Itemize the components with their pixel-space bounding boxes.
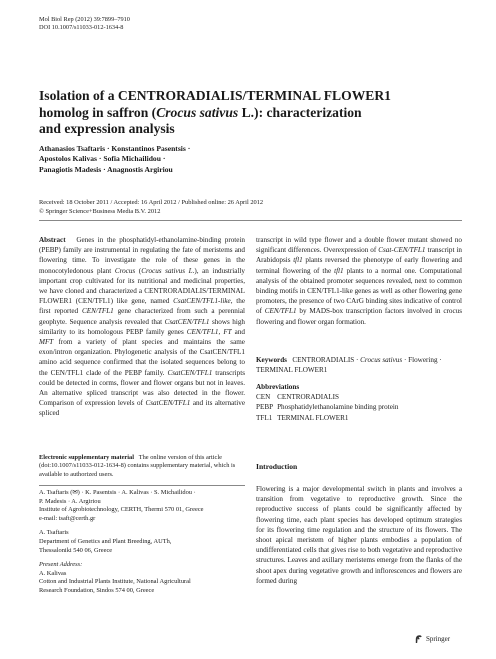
publication-dates: [39, 199, 369, 216]
affiliation-2: A. Tsaftaris Department of Genetics and Plant Breeding, AUTh, Thessaloniki 540 06, Greece: [39, 529, 172, 554]
authors-line-1: Athanasios Tsaftaris · Konstantinos Pasentsis ·: [39, 144, 191, 153]
title-line-2: homolog in saffron (Crocus sativus L.): characterization: [39, 104, 362, 120]
abstract-text: Abstract Genes in the phosphatidyl-ethanolamine-binding protein (PEBP) family are instrumental in regulating the fate of meristems and flowering time. To investigate the role of these genes in the monocotyledonous plant Crocus (Crocus sativus L.), an industrially important crop cultivated for its nutritional and medicinal properties, we have cloned and characterized a CENTRORADIALIS/TERMINAL FLOWER1 (CEN/TFL1) like gene, named CsatCEN/TFL1-like, the first reported CEN/TFL1 gene characterized from such a perennial geophyte. Sequence analysis revealed that CsatCEN/TFL1 shows high similarity to its homologous PEBP family genes CEN/TFL1, FT and MFT from a variety of plant species and maintains the same exon/intron organization. Phylogenetic analysis of the CsatCEN/TFL1 amino acid sequence confirmed that the isolated sequences belong to the CEN/TFL1 clade of the PEBP family. CsatCEN/TFL1 transcripts could be detected in corms, flower and flower organs but not in leaves. An alternative spliced transcript was also detected in the flower. Comparison of expression levels of CsatCEN/TFL1 and its alternative spliced: [39, 236, 246, 418]
dates-line: Received: 18 October 2011 / Accepted: 16 April 2012 / Published online: 26 April 2012: [39, 199, 264, 206]
section-heading-introduction: Introduction: [256, 462, 298, 471]
divider: [39, 220, 462, 221]
journal-header: [39, 16, 130, 33]
table-row: CEN CENTRORADIALIS: [256, 393, 339, 402]
introduction-text: Flowering is a major developmental switch in plants and involves a transition from vegetative to reproductive growth. Since the reproductive success of plants could be significantly affected by flowering time, each plant species has developed optimum strategies for its flowering time regulation and the structure of its flowers. The shoot apical meristem of higher plants embodies a population of undifferentiated cells that gives rise to both vegetative and reproductive structures. Leaves and axillary meristems emerge from the flanks of the shoot apex during vegetative growth and inflorescences and flowers are formed during: [256, 485, 462, 585]
publisher-name: Springer: [426, 635, 451, 643]
keywords: Keywords CENTRORADIALIS · Crocus sativus · Flowering · TERMINAL FLOWER1: [256, 356, 442, 375]
journal-citation: Mol Biol Rep (2012) 39:7899–7910: [39, 16, 130, 23]
email[interactable]: e-mail: tsaft@certh.gr: [39, 514, 96, 522]
authors-line-3: Panagiotis Madesis · Anagnostis Argiriou: [39, 164, 173, 174]
affiliations: [39, 489, 245, 602]
authors-line-2: Apostolos Kalivas · Sofia Michailidou ·: [39, 154, 166, 164]
abstract-left-column: [39, 235, 245, 419]
abstract-continued: transcript in wild type flower and a double flower mutant showed no significant differences. Overexpression of Csat-CEN/TFL1 transcript in Arabidopsis tfl1 plants reversed the phenotype of early flowering and terminal flowering of the tfl1 plants to a normal one. Computational analysis of the obtained promoter sequences revealed, next to common binding motifs in CEN/TFL1-like genes as well as other flowering gene promoters, the presence of two CArG binding sites indicative of control of CEN/TFL1 by MADS-box transcription factors involved in crocus flowering and flower organ formation.: [256, 236, 462, 326]
affiliation-3: Present Address: A. Kalivas Cotton and Industrial Plants Institute, National Agricultural Research Foundation, Sindos 574 00, Greece: [39, 561, 191, 594]
doi-link[interactable]: 10.1007/s11033-012-1634-8: [51, 462, 124, 470]
supplementary-note: Electronic supplementary material The online version of this article (doi:10.1007/s11033-012-1634-8) contains supplementary material, which is available to authorized users.: [39, 454, 245, 486]
title-line-3: and expression analysis: [39, 121, 175, 137]
author-list: [39, 144, 339, 175]
table-row: PEBP Phosphatidylethanolamine binding protein: [256, 403, 399, 412]
abbreviations-label: Abbreviations: [256, 383, 300, 391]
abstract-right-column: [256, 235, 462, 327]
paper-title: [39, 88, 459, 138]
springer-horse-icon: [414, 634, 423, 644]
esm-label: Electronic supplementary material: [39, 454, 135, 461]
title-line-1: Isolation of a CENTRORADIALIS/TERMINAL FLOWER1: [39, 88, 391, 103]
publisher-logo: [414, 634, 450, 644]
abstract-label: Abstract: [39, 236, 66, 244]
doi: DOI 10.1007/s11033-012-1634-8: [39, 24, 124, 32]
affiliation-1: A. Tsaftaris (✉) · K. Pasentsis · A. Kalivas · S. Michailidou · P. Madesis · A. Argiriou Institute of Agrobiotechnology, CERTH, Thermi 570 01, Greece e-mail: tsaft@certh.gr: [39, 489, 245, 523]
keywords-label: Keywords: [256, 356, 287, 364]
table-row: TFL1 TERMINAL FLOWER1: [256, 413, 349, 422]
abbreviations: [256, 382, 462, 423]
abbreviations-table: [256, 392, 402, 423]
copyright-line: © Springer Science+Business Media B.V. 2012: [39, 207, 161, 215]
